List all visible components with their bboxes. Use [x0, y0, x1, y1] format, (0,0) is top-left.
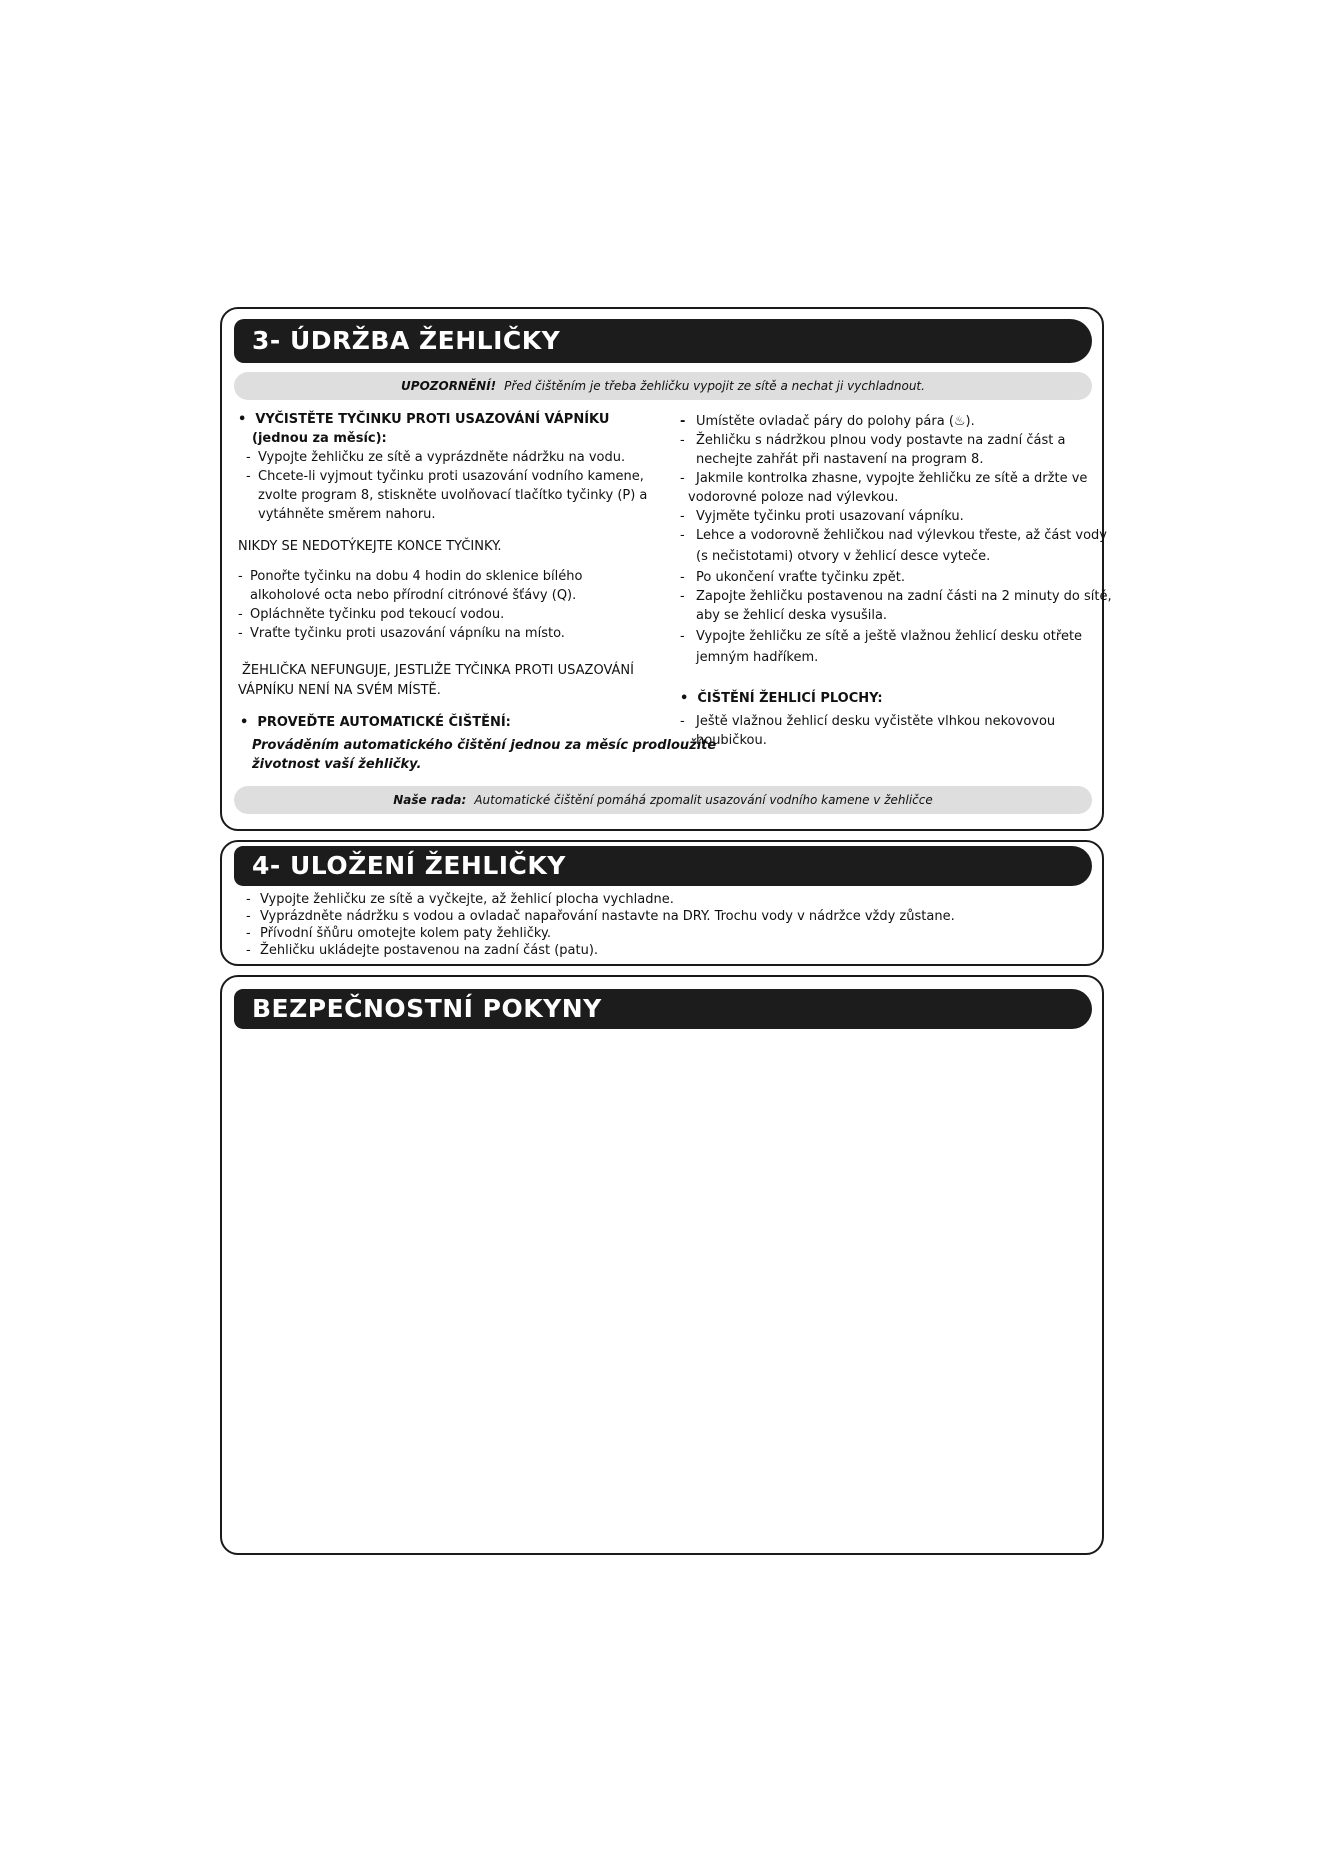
- auto-clean-note-cont: životnost vaší žehličky.: [252, 757, 422, 772]
- list-item-cont: aby se žehlicí deska vysušila.: [696, 608, 888, 623]
- warning-text: Před čištěním je třeba žehličku vypojit ze sítě a nechat ji vychladnout.: [504, 379, 925, 393]
- section-storage: [220, 840, 1104, 966]
- never-touch-warning: NIKDY SE NEDOTÝKEJTE KONCE TYČINKY.: [238, 539, 502, 554]
- warning-label: UPOZORNĚNÍ!: [401, 379, 497, 393]
- tip-text: Automatické čištění pomáhá zpomalit usazování vodního kamene v žehličce: [474, 793, 933, 807]
- list-item-cont: zvolte program 8, stiskněte uvolňovací tlačítko tyčinky (P) a: [258, 488, 648, 503]
- list-item-cont: vodorovné poloze nad výlevkou.: [688, 490, 899, 505]
- bullet-title-soleplate: • ČIŠTĚNÍ ŽEHLICÍ PLOCHY:: [680, 691, 883, 706]
- list-item: - Vypojte žehličku ze sítě a vyčkejte, až žehlicí plocha vychladne.: [246, 892, 674, 907]
- section-title: 3- ÚDRŽBA ŽEHLIČKY: [234, 319, 1092, 363]
- warning-not-working: ŽEHLIČKA NEFUNGUJE, JESTLIŽE TYČINKA PROTI USAZOVÁNÍ: [242, 663, 634, 678]
- list-item-cont: (s nečistotami) otvory v žehlicí desce vyteče.: [696, 549, 991, 564]
- bullet-icon: •: [238, 412, 247, 427]
- warning-banner: [234, 372, 1092, 400]
- tip-banner: [234, 786, 1092, 814]
- section-maintenance: 3- ÚDRŽBA ŽEHLIČKY UPOZORNĚNÍ! Před čištěním je třeba žehličku vypojit ze sítě a nechat ji vychladnout. • VYČISTĚTE TYČINKU PROTI USAZOVÁNÍ VÁPNÍKU (jednou za měsíc): - Vypojte žehličku ze sítě a vyprázdněte nádržku na vodu. - Chcete-li vyjmout tyčinku proti usazování vodního kamene, zvolte program 8, stiskněte uvolňovací tlačítko tyčinky (P) a vytáhněte směrem nahoru. NIKDY SE NEDOTÝKEJTE KONCE TYČINKY. - Ponořte tyčinku na dobu 4 hodin do sklenice bílého alkoholové octa nebo přírodní citrónové šťávy (Q). - Opláchněte tyčinku pod tekoucí vodou. - Vraťte tyčinku proti usazování vápníku na místo. ŽEHLIČKA NEFUNGUJE, JESTLIŽE TYČINKA PROTI USAZOVÁNÍ VÁPNÍKU NENÍ NA SVÉM MÍSTĚ. • PROVEĎTE AUTOMATICKÉ ČIŠTĚNÍ: Prováděním automatického čištění jednou za měsíc prodloužíte životnost vaší žehličky. - Umístěte ovladač páry do polohy pára (♨). - Žehličku s nádržkou plnou vody postavte na zadní část a nechejte zahřát při nastavení na program 8. - Jakmile kontrolka zhasne, vypojte žehličku ze sítě a držte ve vodorovné poloze nad výlevkou. - Vyjměte tyčinku proti usazovaní vápníku. - Lehce a vodorovně žehličkou nad výlevkou třeste, až část vody (s nečistotami) otvory v žehlicí desce vyteče. - Po ukončení vraťte tyčinku zpět. - Zapojte žehličku postavenou na zadní části na 2 minuty do sítě, aby se žehlicí deska vysušila. - Vypojte žehličku ze sítě a ještě vlažnou žehlicí desku otřete jemným hadříkem. • ČIŠTĚNÍ ŽEHLICÍ PLOCHY: - Ještě vlažnou žehlicí desku vyčistěte vlhkou nekovovou houbičkou. Naše rada: Automatické čištění pomáhá zpomalit usazování vodního kamene v žehličce: [220, 307, 1104, 831]
- list-item-cont: alkoholové octa nebo přírodní citrónové šťávy (Q).: [250, 588, 577, 603]
- list-item-cont: jemným hadříkem.: [696, 650, 819, 665]
- list-item-cont: vytáhněte směrem nahoru.: [258, 507, 436, 522]
- warning-not-working-cont: VÁPNÍKU NENÍ NA SVÉM MÍSTĚ.: [238, 683, 441, 698]
- list-item-cont: nechejte zahřát při nastavení na program 8.: [696, 452, 984, 467]
- list-item: - Žehličku ukládejte postavenou na zadní část (patu).: [246, 943, 599, 958]
- bullet-icon: •: [680, 691, 689, 706]
- tip-label: Naše rada:: [393, 793, 467, 807]
- list-item: - Vyprázdněte nádržku s vodou a ovladač napařování nastavte na DRY. Trochu vody v nádržce vždy zůstane.: [246, 909, 955, 924]
- section-title: BEZPEČNOSTNÍ POKYNY: [234, 989, 1092, 1029]
- list-item-cont: houbičkou.: [696, 733, 767, 748]
- bullet-icon: •: [240, 715, 249, 730]
- bullet-title-auto-clean: • PROVEĎTE AUTOMATICKÉ ČIŠTĚNÍ:: [240, 715, 511, 730]
- list-item: - Přívodní šňůru omotejte kolem paty žehličky.: [246, 926, 551, 941]
- auto-clean-note: Prováděním automatického čištění jednou za měsíc prodloužíte: [252, 738, 717, 753]
- bullet-subtitle: (jednou za měsíc):: [252, 431, 387, 446]
- section-safety: [220, 975, 1104, 1555]
- section-title: 4- ULOŽENÍ ŽEHLIČKY: [234, 846, 1092, 886]
- bullet-title-clean-rod: • VYČISTĚTE TYČINKU PROTI USAZOVÁNÍ VÁPNÍKU: [238, 412, 610, 427]
